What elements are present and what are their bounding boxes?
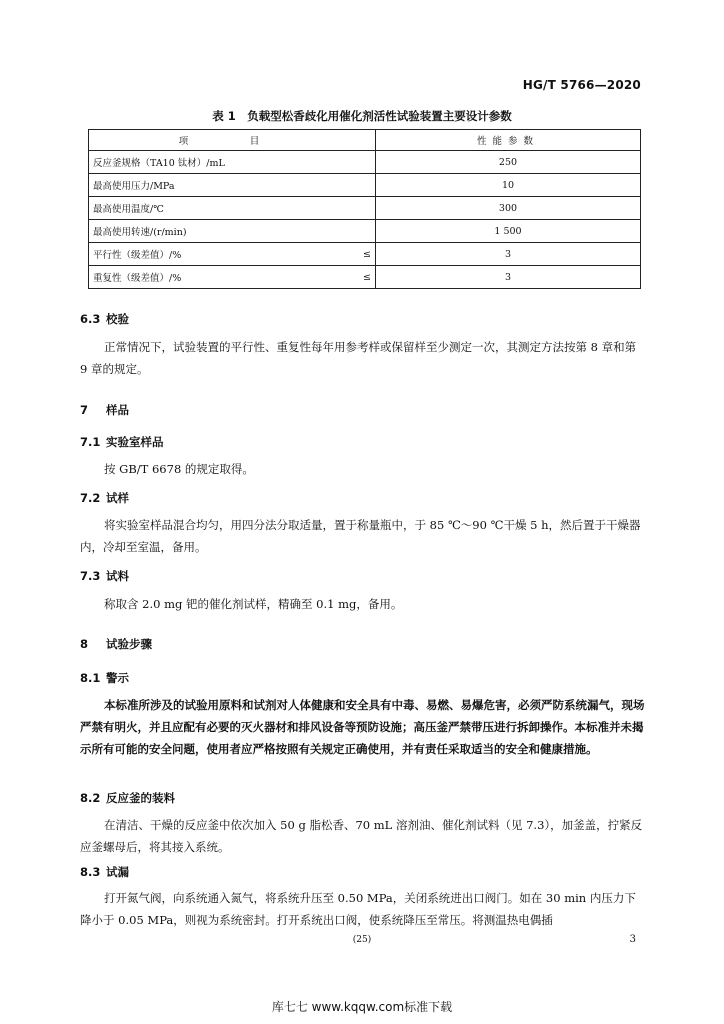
section-heading-8-1 <box>80 670 129 686</box>
section-title: 试验步骤 <box>106 637 152 651</box>
row-item: 反应釜规格（TA10 钛材）/mL <box>93 158 225 169</box>
table-caption: 表 1 负载型松香歧化用催化剂活性试验装置主要设计参数 <box>212 109 512 123</box>
paragraph-8-1-warning: 本标准所涉及的试验用原料和试剂对人体健康和安全具有中毒、易燃、易爆危害，必须严防系统漏气，现场严禁有明火，并且应配有必要的灭火器材和排风设备等预防设施；高压釜严禁带压进行拆卸操作。本标准并未揭示所有可能的安全问题，使用者应严格按照有关规定正确使用，并有责任采取适当的安全和健康措施。 <box>80 698 645 756</box>
row-value: 10 <box>376 174 641 197</box>
section-title: 反应釜的装料 <box>106 791 175 805</box>
section-title: 样品 <box>106 403 129 417</box>
footer-watermark: 库七七 www.kqqw.com标准下载 <box>271 1000 453 1014</box>
table-row <box>89 174 641 197</box>
paragraph-7-3: 称取含 2.0 mg 钯的催化剂试样，精确至 0.1 mg，备用。 <box>104 597 403 611</box>
row-symbol: ≤ <box>363 271 371 283</box>
paragraph-7-1: 按 GB/T 6678 的规定取得。 <box>104 462 254 476</box>
section-number: 7.2 <box>80 491 101 505</box>
section-heading-7-1 <box>80 434 164 450</box>
section-number: 8.1 <box>80 671 101 685</box>
section-title: 试漏 <box>106 865 129 879</box>
section-number: 8 <box>80 637 89 651</box>
table-row <box>89 197 641 220</box>
section-heading-8-3 <box>80 864 129 880</box>
page-number: 3 <box>629 934 636 945</box>
section-heading-8-2 <box>80 790 175 806</box>
section-number: 7.1 <box>80 435 101 449</box>
paragraph-8-2: 在清洁、干燥的反应釜中依次加入 50 g 脂松香、70 mL 溶剂油、催化剂试料（见 7.3），加釜盖，拧紧反应釜螺母后，将其接入系统。 <box>80 818 643 854</box>
table-row <box>89 220 641 243</box>
table-row <box>89 243 641 266</box>
section-heading-7 <box>80 402 129 418</box>
section-number: 8.3 <box>80 865 101 879</box>
table-row <box>89 266 641 289</box>
section-number: 7 <box>80 403 89 417</box>
section-heading-6-3 <box>80 311 129 327</box>
row-item: 平行性（级差值）/% <box>93 250 182 261</box>
table-header-row <box>89 130 641 151</box>
spec-table <box>88 129 641 289</box>
row-item: 最高使用压力/MPa <box>93 181 175 192</box>
row-value: 250 <box>376 151 641 174</box>
row-value: 3 <box>376 266 641 289</box>
section-number: 6.3 <box>80 312 101 326</box>
section-number: 7.3 <box>80 569 101 583</box>
section-title: 试样 <box>106 491 129 505</box>
row-value: 300 <box>376 197 641 220</box>
section-title: 校验 <box>106 312 129 326</box>
row-symbol: ≤ <box>363 248 371 260</box>
standard-code: HG/T 5766—2020 <box>522 78 641 92</box>
section-heading-7-3 <box>80 568 129 584</box>
row-item: 最高使用转速/(r/min) <box>93 227 187 238</box>
section-title: 实验室样品 <box>106 435 164 449</box>
column-header-item: 项 目 <box>89 130 376 151</box>
section-title: 试料 <box>106 569 129 583</box>
row-value: 3 <box>376 243 641 266</box>
section-heading-8 <box>80 636 152 652</box>
paragraph-7-2: 将实验室样品混合均匀，用四分法分取适量，置于称量瓶中，于 85 ℃～90 ℃干燥 5 h，然后置于干燥器内，冷却至室温，备用。 <box>80 518 641 554</box>
section-number: 8.2 <box>80 791 101 805</box>
table-row <box>89 151 641 174</box>
section-heading-7-2 <box>80 490 129 506</box>
page-bracket-number: (25) <box>352 935 372 945</box>
row-value: 1 500 <box>376 220 641 243</box>
paragraph-8-3: 打开氮气阀，向系统通入氮气，将系统升压至 0.50 MPa，关闭系统进出口阀门。如在 30 min 内压力下降小于 0.05 MPa，则视为系统密封。打开系统出口阀，使系统降压至常压。将测温热电偶插 <box>80 891 636 927</box>
paragraph-6-3: 正常情况下，试验装置的平行性、重复性每年用参考样或保留样至少测定一次，其测定方法按第 8 章和第 9 章的规定。 <box>80 340 637 376</box>
row-item: 最高使用温度/℃ <box>93 204 164 215</box>
column-header-performance: 性能参数 <box>376 130 641 151</box>
section-title: 警示 <box>106 671 129 685</box>
row-item: 重复性（级差值）/% <box>93 273 182 284</box>
